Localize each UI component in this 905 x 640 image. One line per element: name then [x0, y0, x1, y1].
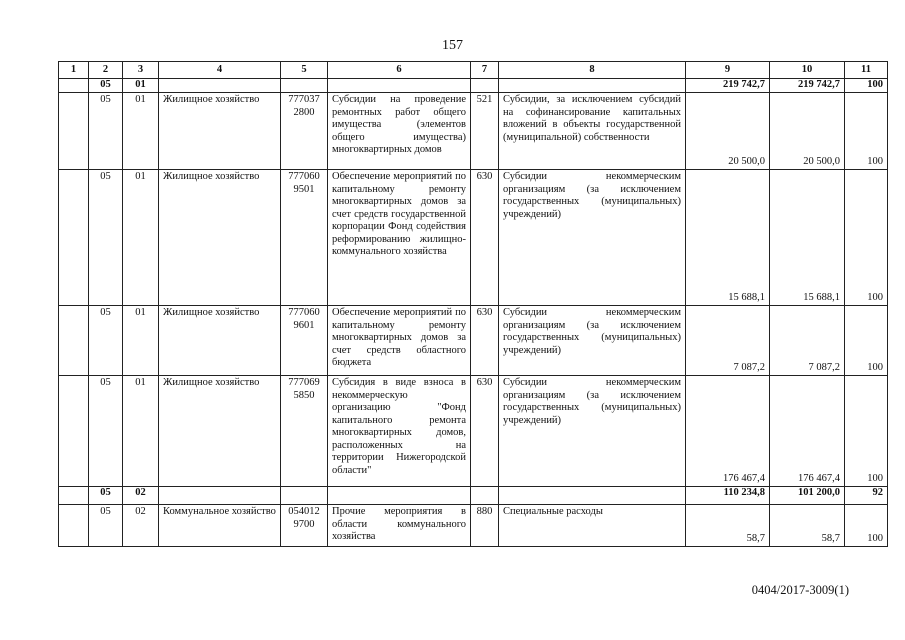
cell-target-name: Субсидии на проведение ремонтных работ общего имущества (элементов общего имущества) многоквартирных домов — [328, 93, 471, 170]
cell-percent: 100 — [845, 306, 888, 376]
cell-percent: 100 — [845, 376, 888, 487]
cell-subsection: 02 — [123, 487, 159, 505]
cell-section: 05 — [89, 487, 123, 505]
cell-expense-code: 880 — [471, 505, 499, 547]
cell-target-code: 054012 9700 — [281, 505, 328, 547]
cell-actual: 101 200,0 — [770, 487, 845, 505]
cell-expense-name — [499, 487, 686, 505]
cell-target-name: Обеспечение мероприятий по капитальному ремонту многоквартирных домов за счет средств государственной корпорации Фонд содействия реформированию жилищно-коммунального хозяйства — [328, 170, 471, 306]
cell-planned: 176 467,4 — [686, 376, 770, 487]
cell-col1 — [59, 487, 89, 505]
cell-target-name — [328, 487, 471, 505]
cell-section: 05 — [89, 93, 123, 170]
budget-table — [58, 61, 888, 547]
header-cell: 10 — [770, 62, 845, 79]
cell-planned: 219 742,7 — [686, 79, 770, 93]
cell-planned: 15 688,1 — [686, 170, 770, 306]
cell-target-code: 777037 2800 — [281, 93, 328, 170]
cell-percent: 100 — [845, 93, 888, 170]
cell-planned: 7 087,2 — [686, 306, 770, 376]
cell-expense-name — [499, 79, 686, 93]
cell-target-code: 777060 9501 — [281, 170, 328, 306]
cell-expense-name: Субсидии, за исключением субсидий на софинансирование капитальных вложений в объекты государственной (муниципальной) собственности — [499, 93, 686, 170]
cell-expense-code: 630 — [471, 376, 499, 487]
cell-target-code: 777069 5850 — [281, 376, 328, 487]
table-header-row — [59, 62, 888, 79]
cell-target-code — [281, 79, 328, 93]
cell-target-code: 777060 9601 — [281, 306, 328, 376]
cell-target-name: Субсидия в виде взноса в некоммерческую организацию "Фонд капитального ремонта многоквартирных домов, расположенных на территории Нижегородской области" — [328, 376, 471, 487]
cell-subsection: 01 — [123, 306, 159, 376]
cell-col1 — [59, 306, 89, 376]
cell-planned: 58,7 — [686, 505, 770, 547]
cell-col1 — [59, 79, 89, 93]
cell-name — [159, 487, 281, 505]
cell-subsection: 01 — [123, 79, 159, 93]
cell-name: Жилищное хозяйство — [159, 93, 281, 170]
cell-expense-code: 630 — [471, 170, 499, 306]
cell-col1 — [59, 93, 89, 170]
header-cell: 11 — [845, 62, 888, 79]
table-row — [59, 170, 888, 306]
page-number: 157 — [442, 38, 463, 53]
cell-percent: 100 — [845, 79, 888, 93]
header-cell: 6 — [328, 62, 471, 79]
header-cell: 5 — [281, 62, 328, 79]
cell-expense-code — [471, 79, 499, 93]
cell-name: Коммунальное хозяйство — [159, 505, 281, 547]
cell-col1 — [59, 505, 89, 547]
cell-expense-name: Субсидии некоммерческим организациям (за исключением государственных (муниципальных) учреждений) — [499, 306, 686, 376]
cell-subsection: 01 — [123, 376, 159, 487]
cell-actual: 176 467,4 — [770, 376, 845, 487]
cell-actual: 7 087,2 — [770, 306, 845, 376]
cell-target-name — [328, 79, 471, 93]
section-total-row — [59, 79, 888, 93]
cell-actual: 15 688,1 — [770, 170, 845, 306]
cell-section: 05 — [89, 505, 123, 547]
cell-expense-name: Субсидии некоммерческим организациям (за исключением государственных (муниципальных) учреждений) — [499, 170, 686, 306]
cell-expense-name: Специальные расходы — [499, 505, 686, 547]
header-cell: 4 — [159, 62, 281, 79]
cell-name: Жилищное хозяйство — [159, 170, 281, 306]
cell-expense-code: 630 — [471, 306, 499, 376]
cell-target-name: Обеспечение мероприятий по капитальному ремонту многоквартирных домов за счет средств областного бюджета — [328, 306, 471, 376]
cell-section: 05 — [89, 79, 123, 93]
header-cell: 3 — [123, 62, 159, 79]
cell-section: 05 — [89, 170, 123, 306]
table-row — [59, 93, 888, 170]
cell-subsection: 01 — [123, 93, 159, 170]
cell-expense-code: 521 — [471, 93, 499, 170]
cell-actual: 20 500,0 — [770, 93, 845, 170]
cell-section: 05 — [89, 306, 123, 376]
cell-col1 — [59, 376, 89, 487]
cell-col1 — [59, 170, 89, 306]
header-cell: 1 — [59, 62, 89, 79]
cell-planned: 20 500,0 — [686, 93, 770, 170]
table-row — [59, 505, 888, 547]
cell-target-code — [281, 487, 328, 505]
cell-actual: 58,7 — [770, 505, 845, 547]
cell-name: Жилищное хозяйство — [159, 306, 281, 376]
header-cell: 2 — [89, 62, 123, 79]
cell-percent: 100 — [845, 505, 888, 547]
table-row — [59, 376, 888, 487]
cell-actual: 219 742,7 — [770, 79, 845, 93]
cell-name — [159, 79, 281, 93]
cell-subsection: 01 — [123, 170, 159, 306]
section-total-row — [59, 487, 888, 505]
document-code: 0404/2017-3009(1) — [751, 583, 849, 597]
cell-expense-code — [471, 487, 499, 505]
cell-percent: 100 — [845, 170, 888, 306]
cell-subsection: 02 — [123, 505, 159, 547]
header-cell: 9 — [686, 62, 770, 79]
cell-name: Жилищное хозяйство — [159, 376, 281, 487]
cell-planned: 110 234,8 — [686, 487, 770, 505]
table-row — [59, 306, 888, 376]
header-cell: 8 — [499, 62, 686, 79]
cell-section: 05 — [89, 376, 123, 487]
header-cell: 7 — [471, 62, 499, 79]
cell-percent: 92 — [845, 487, 888, 505]
cell-target-name: Прочие мероприятия в области коммунального хозяйства — [328, 505, 471, 547]
cell-expense-name: Субсидии некоммерческим организациям (за исключением государственных (муниципальных) учреждений) — [499, 376, 686, 487]
